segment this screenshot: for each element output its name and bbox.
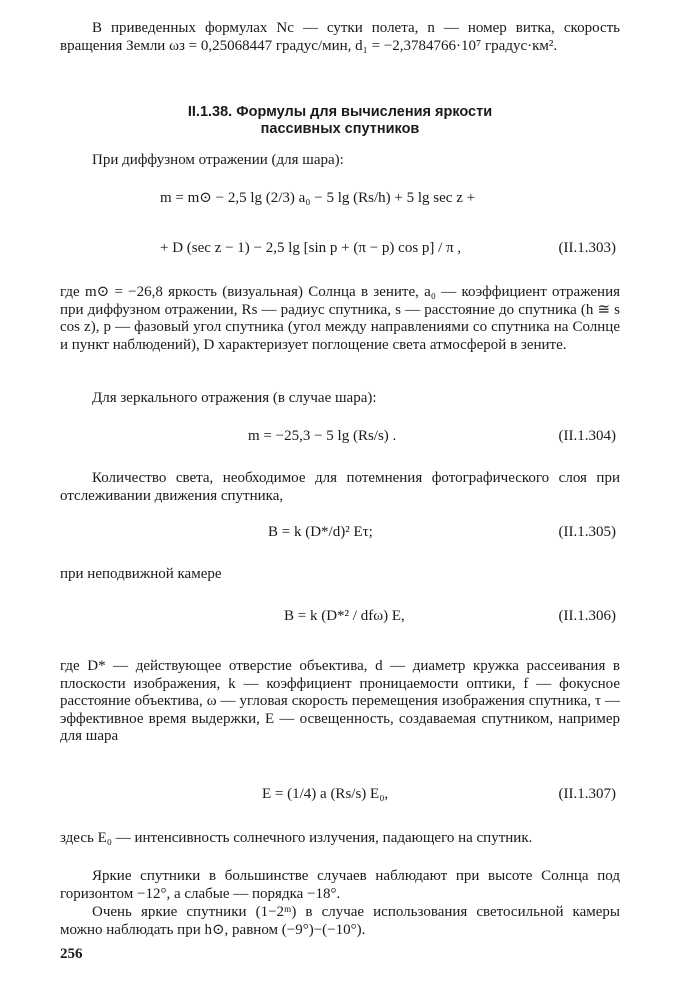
definitions-paragraph-1: где m⊙ = −26,8 яркость (визуальная) Солнца в зените, a₀ — коэффициент отражения при диффузном отражении, Rs — радиус спутника, s — расстояние до спутника (h ≅ s cos z), p — фазовый угол спутника (угол между направлениями со спутника на Солнце и пункт наблюдений), D характеризует поглощение света атмосферой в зените. <box>60 284 620 353</box>
section-heading-line1: II.1.38. Формулы для вычисления яркости <box>187 104 493 120</box>
section-heading <box>60 104 620 138</box>
intro-paragraph: В приведенных формулах Nc — сутки полета, n — номер витка, скорость вращения Земли ωз = 0,25068447 градус/мин, d₁ = −2,3784766·10⁷ градус·км². <box>60 20 620 54</box>
page-number: 256 <box>60 946 83 962</box>
equation-306: B = k (D*² / dfω) E, <box>284 608 405 624</box>
bright-satellites-paragraph: Яркие спутники в большинстве случаев наблюдают при высоте Солнца под горизонтом −12°, а слабые — порядка −18°. <box>60 868 620 902</box>
equation-307-number: (II.1.307) <box>558 786 616 802</box>
very-bright-satellites-paragraph: Очень яркие спутники (1−2ᵐ) в случае использования светосильной камеры можно наблюдать при h⊙, равном (−9°)−(−10°). <box>60 904 620 938</box>
equation-305: B = k (D*/d)² Eτ; <box>268 524 373 540</box>
equation-307: E = (1/4) a (Rs/s) E₀, <box>262 786 389 802</box>
definitions-paragraph-2: где D* — действующее отверстие объектива, d — диаметр кружка рассеивания в плоскости изображения, k — коэффициент проницаемости оптики, f — фокусное расстояние объектива, ω — угловая скорость перемещения изображения спутника, τ — эффективное время выдержки, E — освещенность, создаваемая спутником, например для шара <box>60 658 620 745</box>
equation-303-line2: + D (sec z − 1) − 2,5 lg [sin p + (π − p) cos p] / π , <box>160 240 462 256</box>
equation-304-number: (II.1.304) <box>558 428 616 444</box>
section-heading-line2: пассивных спутников <box>260 121 420 137</box>
equation-303-line1: m = m⊙ − 2,5 lg (2/3) a₀ − 5 lg (Rs/h) + 5 lg sec z + <box>160 190 476 206</box>
light-paragraph: Количество света, необходимое для потемнения фотографического слоя при отслеживании движения спутника, <box>60 470 620 504</box>
equation-303-number: (II.1.303) <box>558 240 616 256</box>
specular-paragraph: Для зеркального отражения (в случае шара): <box>92 390 377 406</box>
equation-304: m = −25,3 − 5 lg (Rs/s) . <box>248 428 397 444</box>
equation-305-number: (II.1.305) <box>558 524 616 540</box>
e0-paragraph: здесь E₀ — интенсивность солнечного излучения, падающего на спутник. <box>60 830 533 846</box>
diffuse-paragraph: При диффузном отражении (для шара): <box>92 152 344 168</box>
camera-paragraph: при неподвижной камере <box>60 566 222 582</box>
equation-306-number: (II.1.306) <box>558 608 616 624</box>
